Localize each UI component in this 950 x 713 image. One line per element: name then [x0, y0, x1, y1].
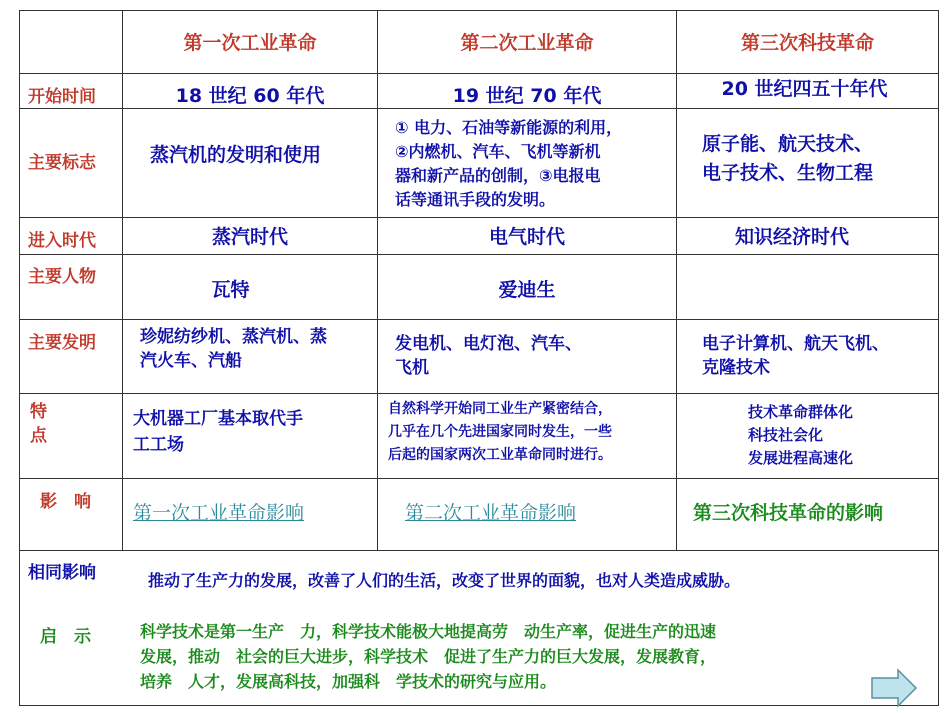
mark-c3-line2: 电子技术、生物工程: [702, 162, 874, 184]
mark-c3-line1: 原子能、航天技术、: [702, 133, 874, 155]
invention-c1-line1: 珍妮纺纱机、蒸汽机、蒸: [140, 327, 327, 347]
insight-text: [140, 619, 910, 694]
feature-c3-line1: 技术革命群体化: [748, 403, 854, 421]
feature-c2-line1: 自然科学开始同工业生产紧密结合，: [388, 401, 612, 417]
mark-c2-line2: ②内燃机、汽车、飞机等新机: [395, 142, 601, 161]
start-c1: 18 世纪 60 年代: [175, 85, 325, 107]
mark-c2-line4: 话等通讯手段的发明。: [395, 190, 556, 209]
feature-c3: [748, 401, 928, 470]
feature-c3-line3: 发展进程高速化: [748, 449, 854, 467]
insight-line2: 发展，推动 社会的巨大进步，科学技术 促进了生产力的巨大发展，发展教育，: [140, 647, 717, 666]
row-label-insight: 启 示: [40, 627, 91, 647]
row-label-era: 进入时代: [28, 231, 96, 251]
invention-c1-line2: 汽火车、汽船: [140, 351, 242, 371]
row-label-person: 主要人物: [28, 267, 96, 287]
mark-c3: [702, 130, 932, 188]
row-label-common: 相同影响: [28, 563, 96, 583]
feature-c3-line2: 科技社会化: [748, 426, 824, 444]
common-impact-text: 推动了生产力的发展，改善了人们的生活，改变了世界的面貌，也对人类造成威胁。: [148, 571, 741, 590]
feature-c2-line3: 后起的国家两次工业革命同时进行。: [388, 447, 612, 463]
link-second-revolution-impact[interactable]: 第二次工业革命影响: [405, 502, 577, 524]
insight-line3: 培养 人才，发展高科技，加强科 学技术的研究与应用。: [140, 672, 557, 691]
mark-c2: [395, 116, 685, 212]
feature-c1-line2: 工工场: [133, 435, 184, 455]
feature-c2: [388, 398, 678, 467]
invention-c2-line2: 飞机: [395, 358, 429, 378]
mark-c2-line1: ① 电力、石油等新能源的利用，: [395, 118, 623, 137]
era-c3: 知识经济时代: [734, 226, 849, 248]
link-first-revolution-impact[interactable]: 第一次工业革命影响: [133, 502, 305, 524]
row-label-feature: [30, 400, 47, 448]
invention-c3-line1: 电子计算机、航天飞机、: [702, 334, 889, 354]
invention-c2-line1: 发电机、电灯泡、汽车、: [395, 334, 582, 354]
row-label-mark: 主要标志: [28, 153, 96, 173]
person-c2: 爱迪生: [498, 279, 556, 301]
header-col1: 第一次工业革命: [183, 32, 317, 54]
row-label-impact: 影 响: [40, 492, 91, 512]
right-arrow-icon: [870, 668, 918, 708]
row-label-start: 开始时间: [28, 87, 96, 107]
person-c1: 瓦特: [211, 279, 250, 301]
feature-c1: [133, 406, 363, 458]
invention-c1: [140, 325, 376, 373]
mark-c1: 蒸汽机的发明和使用: [150, 144, 322, 166]
era-c2: 电气时代: [488, 226, 565, 248]
feature-c1-line1: 大机器工厂基本取代手: [133, 409, 303, 429]
invention-c3-line2: 克隆技术: [702, 358, 770, 378]
start-c3: 20 世纪四五十年代: [721, 78, 888, 100]
mark-c2-line3: 器和新产品的创制，③电报电: [395, 166, 601, 185]
insight-line1: 科学技术是第一生产 力，科学技术能极大地提高劳 动生产率，促进生产的迅速: [140, 622, 717, 641]
header-col2: 第二次工业革命: [460, 32, 594, 54]
era-c1: 蒸汽时代: [211, 226, 288, 248]
third-revolution-impact: 第三次科技革命的影响: [693, 502, 884, 524]
feature-label-line1: 特: [30, 402, 47, 422]
feature-label-line2: 点: [30, 426, 47, 446]
next-slide-button[interactable]: [870, 668, 918, 708]
invention-c3: [702, 332, 934, 380]
invention-c2: [395, 332, 665, 380]
header-col3: 第三次科技革命: [740, 32, 874, 54]
start-c2: 19 世纪 70 年代: [452, 85, 602, 107]
feature-c2-line2: 几乎在几个先进国家同时发生，一些: [388, 424, 612, 440]
row-label-invention: 主要发明: [28, 333, 96, 353]
